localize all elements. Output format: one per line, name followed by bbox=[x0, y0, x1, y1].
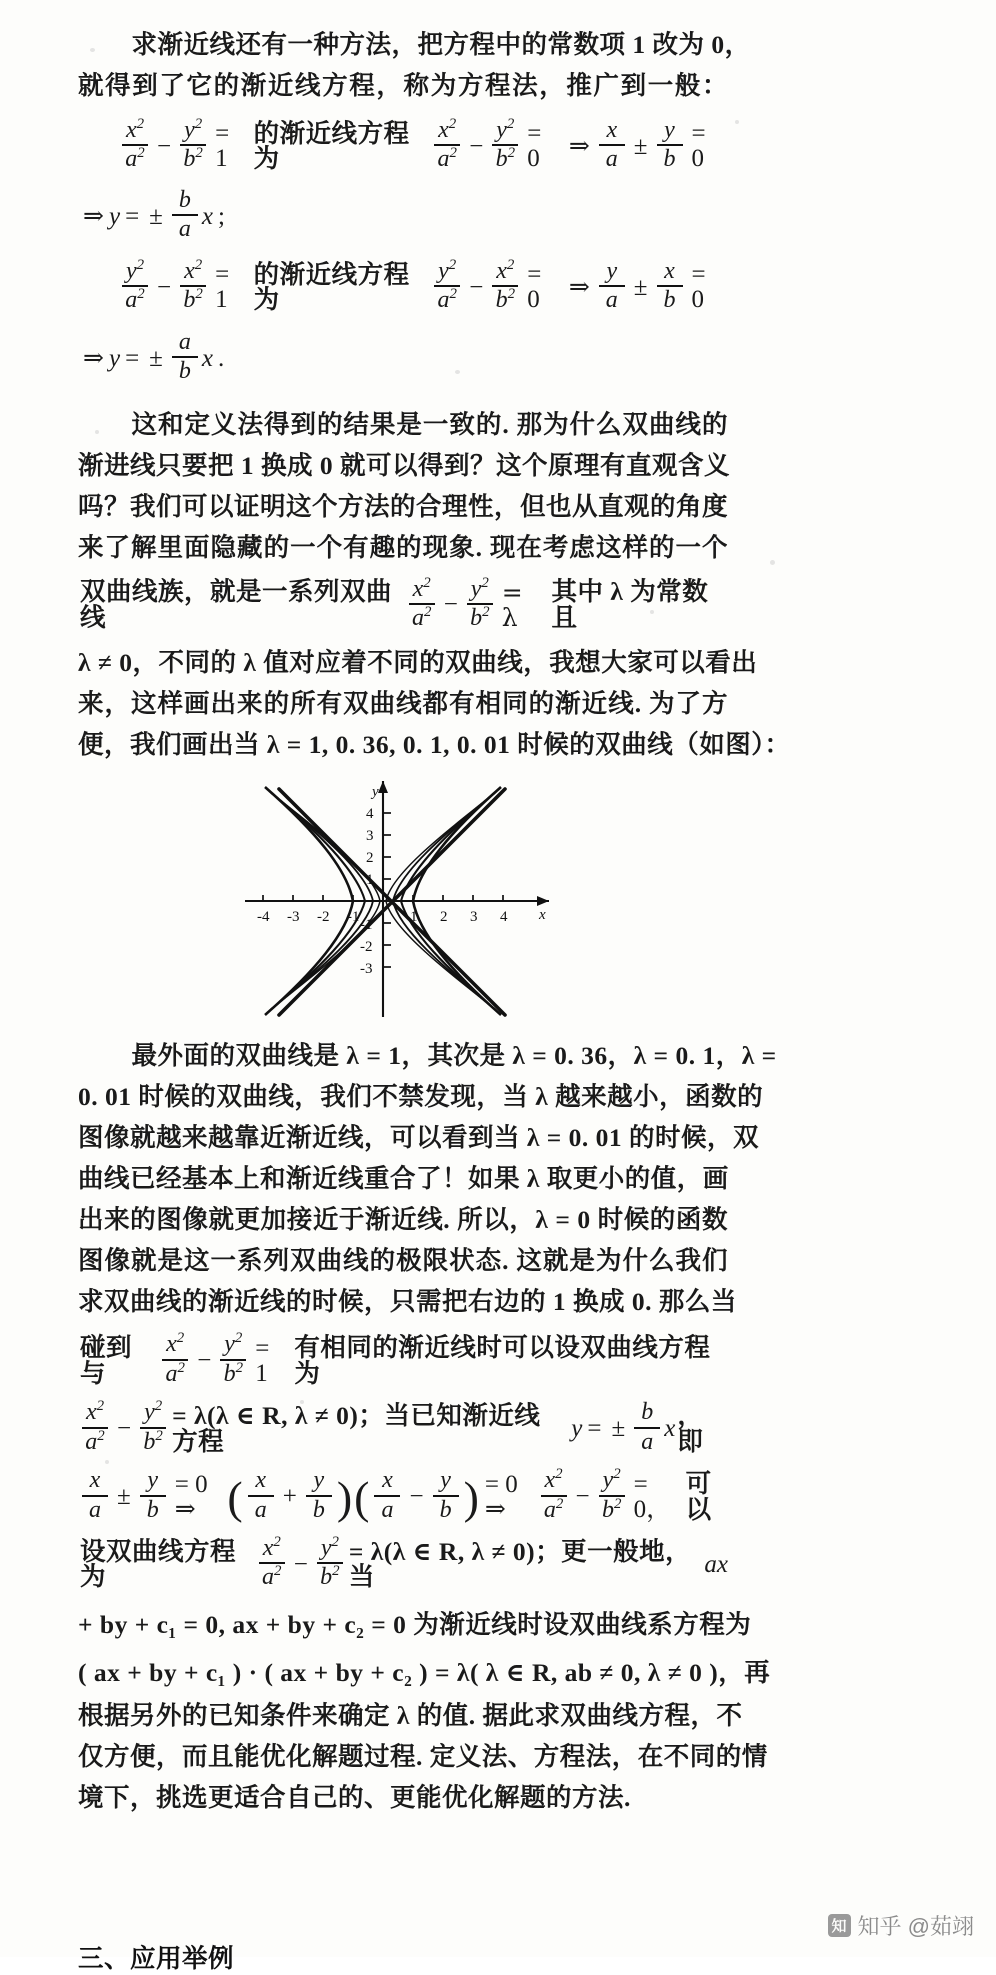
fraction-x2-a2: $\frac{x^2}{a^2}$ bbox=[122, 118, 148, 173]
fraction-y2-b2: $\frac{y^2}{b^2}$ bbox=[180, 118, 206, 173]
equation-9: + by + c₁ = 0, ax + by + c₂ = 0 为渐近线时设双曲线系方程为 bbox=[78, 1609, 752, 1639]
x-tick--4: -4 bbox=[257, 909, 270, 926]
x-tick-4: 4 bbox=[500, 909, 508, 926]
fraction-a-b: $\frac{a}{b}$ bbox=[172, 330, 198, 385]
x-axis-arrowhead bbox=[537, 896, 549, 906]
fraction-x-b: $\frac{x}{b}$ bbox=[657, 259, 683, 314]
paragraph-3-line-7: 求双曲线的渐近线的时候，只需把右边的 1 换成 0. 那么当 bbox=[78, 1287, 737, 1317]
y-axis-arrowhead bbox=[378, 781, 388, 793]
fraction-x2-a2: $\frac{x^2}{a^2}$ bbox=[259, 1536, 285, 1591]
equals-sign: = bbox=[125, 344, 140, 372]
minus-operator: − bbox=[469, 132, 484, 160]
hyperbola-chart bbox=[233, 769, 573, 1025]
equals-zero-implies: = 0 ⇒ bbox=[174, 1470, 208, 1523]
plus-minus-sign: ± bbox=[633, 132, 648, 160]
x-tick-3: 3 bbox=[470, 909, 478, 926]
minus-operator: − bbox=[117, 1415, 132, 1443]
paragraph-2-line-3: 吗？我们可以证明这个方法的合理性，但也从直观的角度 bbox=[78, 491, 729, 521]
x-axis-label: x bbox=[539, 907, 546, 924]
fraction-y2-b2: $\frac{y^2}{b^2}$ bbox=[140, 1400, 166, 1455]
eq6-lambda-condition: = λ(λ ∈ R, λ ≠ 0)；当已知渐近线方程 bbox=[172, 1401, 541, 1456]
equals-one: = 1 bbox=[255, 1334, 270, 1387]
x-tick--3: -3 bbox=[287, 909, 300, 926]
y-tick-2: 2 bbox=[366, 850, 374, 867]
variable-y: y bbox=[108, 202, 121, 230]
fraction-x-a: $\frac{x}{a}$ bbox=[82, 1468, 108, 1523]
y-tick-4: 4 bbox=[366, 806, 374, 823]
eq1-mid-text: 的渐近线方程为 bbox=[253, 118, 410, 174]
fraction-x2-b2: $\frac{x^2}{b^2}$ bbox=[180, 259, 206, 314]
equals-zero-final: = 0， bbox=[633, 1470, 672, 1523]
right-paren-1: ) bbox=[336, 1471, 353, 1523]
minus-operator: − bbox=[443, 591, 458, 619]
fraction-x2-a2-rhs: $\frac{x^2}{a^2}$ bbox=[434, 118, 460, 173]
equals-one: = 1 bbox=[215, 120, 230, 173]
scan-speck bbox=[770, 560, 775, 565]
eq3-mid-text: 的渐近线方程为 bbox=[253, 259, 410, 315]
equals-zero-2: = 0 bbox=[691, 120, 706, 173]
equation-4 bbox=[78, 328, 728, 386]
eq6-tail: ，即 bbox=[677, 1401, 704, 1456]
fraction-y-b: $\frac{y}{b}$ bbox=[140, 1468, 166, 1523]
plus-minus-sign: ± bbox=[149, 344, 163, 372]
y-tick-3: 3 bbox=[366, 828, 374, 845]
fraction-x2-a2: $\frac{x^2}{a^2}$ bbox=[162, 1332, 188, 1387]
lambda-constant-text: 其中 λ 为常数且 bbox=[551, 577, 709, 632]
y-tick-1: 1 bbox=[366, 872, 374, 889]
paragraph-2-line-6: λ ≠ 0，不同的 λ 值对应着不同的双曲线，我想大家可以看出 bbox=[78, 648, 758, 678]
paragraph-3-line-3: 图像就越来越靠近渐近线，可以看到当 λ = 0. 01 的时候，双 bbox=[78, 1123, 760, 1153]
equals-sign: = bbox=[125, 202, 140, 230]
paragraph-2 bbox=[78, 404, 791, 766]
hyperbola-family-figure bbox=[78, 769, 728, 1027]
equals-zero: = 0 bbox=[527, 120, 542, 173]
paragraph-4-line-1: 根据另外的已知条件来确定 λ 的值. 据此求双曲线方程，不 bbox=[78, 1700, 743, 1730]
right-paren-2: ) bbox=[463, 1471, 479, 1523]
implies-arrow: ⇒ bbox=[568, 273, 590, 301]
plus-minus-sign: ± bbox=[149, 202, 163, 230]
fraction-y2-a2-rhs: $\frac{y^2}{a^2}$ bbox=[434, 259, 460, 314]
eq5-prefix: 碰到与 bbox=[80, 1333, 133, 1388]
paragraph-4-line-2: 仅方便，而且能优化解题过程. 定义法、方程法，在不同的情 bbox=[78, 1741, 768, 1771]
variable-ax: ax bbox=[704, 1550, 728, 1578]
paragraph-3 bbox=[78, 1035, 777, 1322]
paragraph-2-line-1: 这和定义法得到的结果是一致的. 那为什么双曲线的 bbox=[131, 409, 728, 439]
y-axis-label: y bbox=[372, 784, 379, 801]
variable-x: x bbox=[664, 1415, 676, 1443]
plus-minus-sign: ± bbox=[611, 1415, 626, 1443]
fraction-x-a-group2: $\frac{x}{a}$ bbox=[374, 1468, 400, 1523]
fraction-x-a-group1: $\frac{x}{a}$ bbox=[248, 1468, 274, 1523]
equals-zero-2: = 0 bbox=[691, 261, 706, 314]
minus-operator: − bbox=[157, 132, 172, 160]
eq7-tail: 可以 bbox=[685, 1469, 712, 1524]
x-tick-1: 1 bbox=[410, 909, 418, 926]
equation-1 bbox=[78, 116, 728, 174]
minus-operator: − bbox=[197, 1347, 212, 1375]
period: . bbox=[218, 344, 225, 372]
plus-sign: + bbox=[282, 1483, 297, 1511]
fraction-y2-b2: $\frac{y^2}{b^2}$ bbox=[220, 1332, 246, 1387]
eq8-prefix: 设双曲线方程为 bbox=[80, 1536, 237, 1592]
eq8-lambda-condition: = λ(λ ∈ R, λ ≠ 0)；更一般地，当 bbox=[348, 1536, 692, 1592]
y-tick--3: -3 bbox=[360, 961, 373, 978]
variable-x: x bbox=[201, 344, 214, 372]
equals-sign: = bbox=[587, 1415, 602, 1443]
zhihu-logo-icon: 知 bbox=[828, 1914, 851, 1937]
equals-zero: = 0 bbox=[527, 261, 542, 314]
next-section-heading-cutoff: 三、应用举例 bbox=[78, 1944, 235, 1973]
eq5-suffix: 有相同的渐近线时可以设双曲线方程为 bbox=[294, 1333, 711, 1388]
paragraph-3-line-2: 0. 01 时候的双曲线，我们不禁发现，当 λ 越来越小，函数的 bbox=[78, 1082, 764, 1112]
implies-arrow: ⇒ bbox=[568, 132, 590, 160]
left-paren-2: ( bbox=[354, 1471, 370, 1523]
fraction-y-b: $\frac{y}{b}$ bbox=[657, 118, 683, 173]
paragraph-4 bbox=[78, 1695, 768, 1818]
paragraph-1-line-1: 求渐近线还有一种方法，把方程中的常数项 1 改为 0， bbox=[131, 30, 751, 59]
plus-minus-sign: ± bbox=[117, 1483, 131, 1511]
paragraph-2-line-7: 来，这样画出来的所有双曲线都有相同的渐近线. 为了方 bbox=[78, 689, 728, 719]
paragraph-3-line-1: 最外面的双曲线是 λ = 1，其次是 λ = 0. 36，λ = 0. 1，λ = bbox=[131, 1041, 777, 1071]
fraction-b-a: $\frac{b}{a}$ bbox=[634, 1400, 660, 1455]
equals-zero-implies-2: = 0 ⇒ bbox=[484, 1470, 518, 1523]
minus-sign: − bbox=[409, 1483, 424, 1511]
watermark-text: 知乎 @茹翊 bbox=[857, 1914, 974, 1939]
x-tick--1: -1 bbox=[347, 909, 360, 926]
paragraph-3-line-4: 曲线已经基本上和渐近线重合了！如果 λ 取更小的值，画 bbox=[78, 1164, 729, 1194]
paragraph-2-line-4: 来了解里面隐藏的一个有趣的现象. 现在考虑这样的一个 bbox=[78, 532, 728, 562]
fraction-x2-a2: $\frac{x^2}{a^2}$ bbox=[82, 1400, 108, 1455]
paragraph-3-line-5: 出来的图像就更加接近于渐近线. 所以，λ = 0 时候的函数 bbox=[78, 1205, 728, 1235]
fraction-y2-b2-final: $\frac{y^2}{b^2}$ bbox=[599, 1468, 625, 1523]
fraction-x2-b2-rhs: $\frac{x^2}{b^2}$ bbox=[492, 259, 518, 314]
fraction-y2-b2-rhs: $\frac{y^2}{b^2}$ bbox=[492, 118, 518, 173]
paragraph-1-line-2: 就得到了它的渐近线方程，称为方程法，推广到一般： bbox=[78, 71, 728, 100]
minus-operator: − bbox=[575, 1483, 590, 1511]
implies-arrow: ⇒ bbox=[83, 344, 104, 372]
minus-operator: − bbox=[469, 273, 484, 301]
paragraph-2-line-5 bbox=[78, 574, 728, 633]
minus-operator: − bbox=[293, 1550, 308, 1578]
variable-x: x bbox=[201, 202, 214, 230]
fraction-y2-b2: $\frac{y^2}{b^2}$ bbox=[317, 1536, 343, 1591]
hyperbola-family-text: 双曲线族，就是一系列双曲线 bbox=[80, 577, 393, 632]
variable-y: y bbox=[108, 344, 121, 372]
y-tick--2: -2 bbox=[360, 939, 373, 956]
fraction-y-a: $\frac{y}{a}$ bbox=[599, 259, 625, 314]
variable-y: y bbox=[571, 1415, 583, 1443]
x-tick-2: 2 bbox=[440, 909, 448, 926]
paragraph-2-line-8: 便，我们画出当 λ = 1, 0. 36, 0. 1, 0. 01 时候的双曲线（如图）： bbox=[78, 730, 791, 760]
fraction-y2-b2-inline: $\frac{y^2}{b^2}$ bbox=[467, 577, 493, 632]
paragraph-2-line-2: 渐进线只要把 1 换成 0 就可以得到？这个原理有直观含义 bbox=[78, 450, 731, 480]
fraction-y-b-group1: $\frac{y}{b}$ bbox=[306, 1468, 332, 1523]
equals-one: = 1 bbox=[215, 261, 230, 314]
fraction-y2-a2: $\frac{y^2}{a^2}$ bbox=[122, 259, 148, 314]
paragraph-4-line-3: 境下，挑选更适合自己的、更能优化解题的方法. bbox=[78, 1782, 631, 1812]
fraction-x-a: $\frac{x}{a}$ bbox=[599, 118, 625, 173]
page-content bbox=[78, 24, 791, 1818]
equals-lambda: = λ bbox=[501, 577, 523, 632]
equation-8 bbox=[78, 1534, 728, 1592]
semicolon: ; bbox=[218, 202, 225, 230]
left-paren-1: ( bbox=[227, 1471, 243, 1523]
fraction-x2-a2-inline: $\frac{x^2}{a^2}$ bbox=[409, 577, 435, 632]
equation-2 bbox=[78, 186, 728, 244]
fraction-b-a: $\frac{b}{a}$ bbox=[172, 188, 198, 243]
minus-operator: − bbox=[157, 273, 172, 301]
equation-10: ( ax + by + c₁ ) · ( ax + by + c₂ ) = λ( λ ∈ R, ab ≠ 0, λ ≠ 0 )，再 bbox=[78, 1657, 771, 1687]
equation-7 bbox=[78, 1466, 728, 1524]
fraction-y-b-group2: $\frac{y}{b}$ bbox=[433, 1468, 459, 1523]
scan-speck bbox=[735, 120, 739, 124]
y-tick--1: -1 bbox=[360, 917, 373, 934]
paragraph-3-line-6: 图像就是这一系列双曲线的极限状态. 这就是为什么我们 bbox=[78, 1246, 728, 1276]
equation-6 bbox=[78, 1398, 728, 1456]
x-tick--2: -2 bbox=[317, 909, 330, 926]
equation-3 bbox=[78, 256, 728, 315]
plus-minus-sign: ± bbox=[633, 273, 648, 301]
fraction-x2-a2-final: $\frac{x^2}{a^2}$ bbox=[541, 1468, 567, 1523]
zhihu-watermark bbox=[828, 1910, 974, 1941]
implies-arrow: ⇒ bbox=[83, 202, 104, 230]
equation-5 bbox=[78, 1330, 728, 1388]
